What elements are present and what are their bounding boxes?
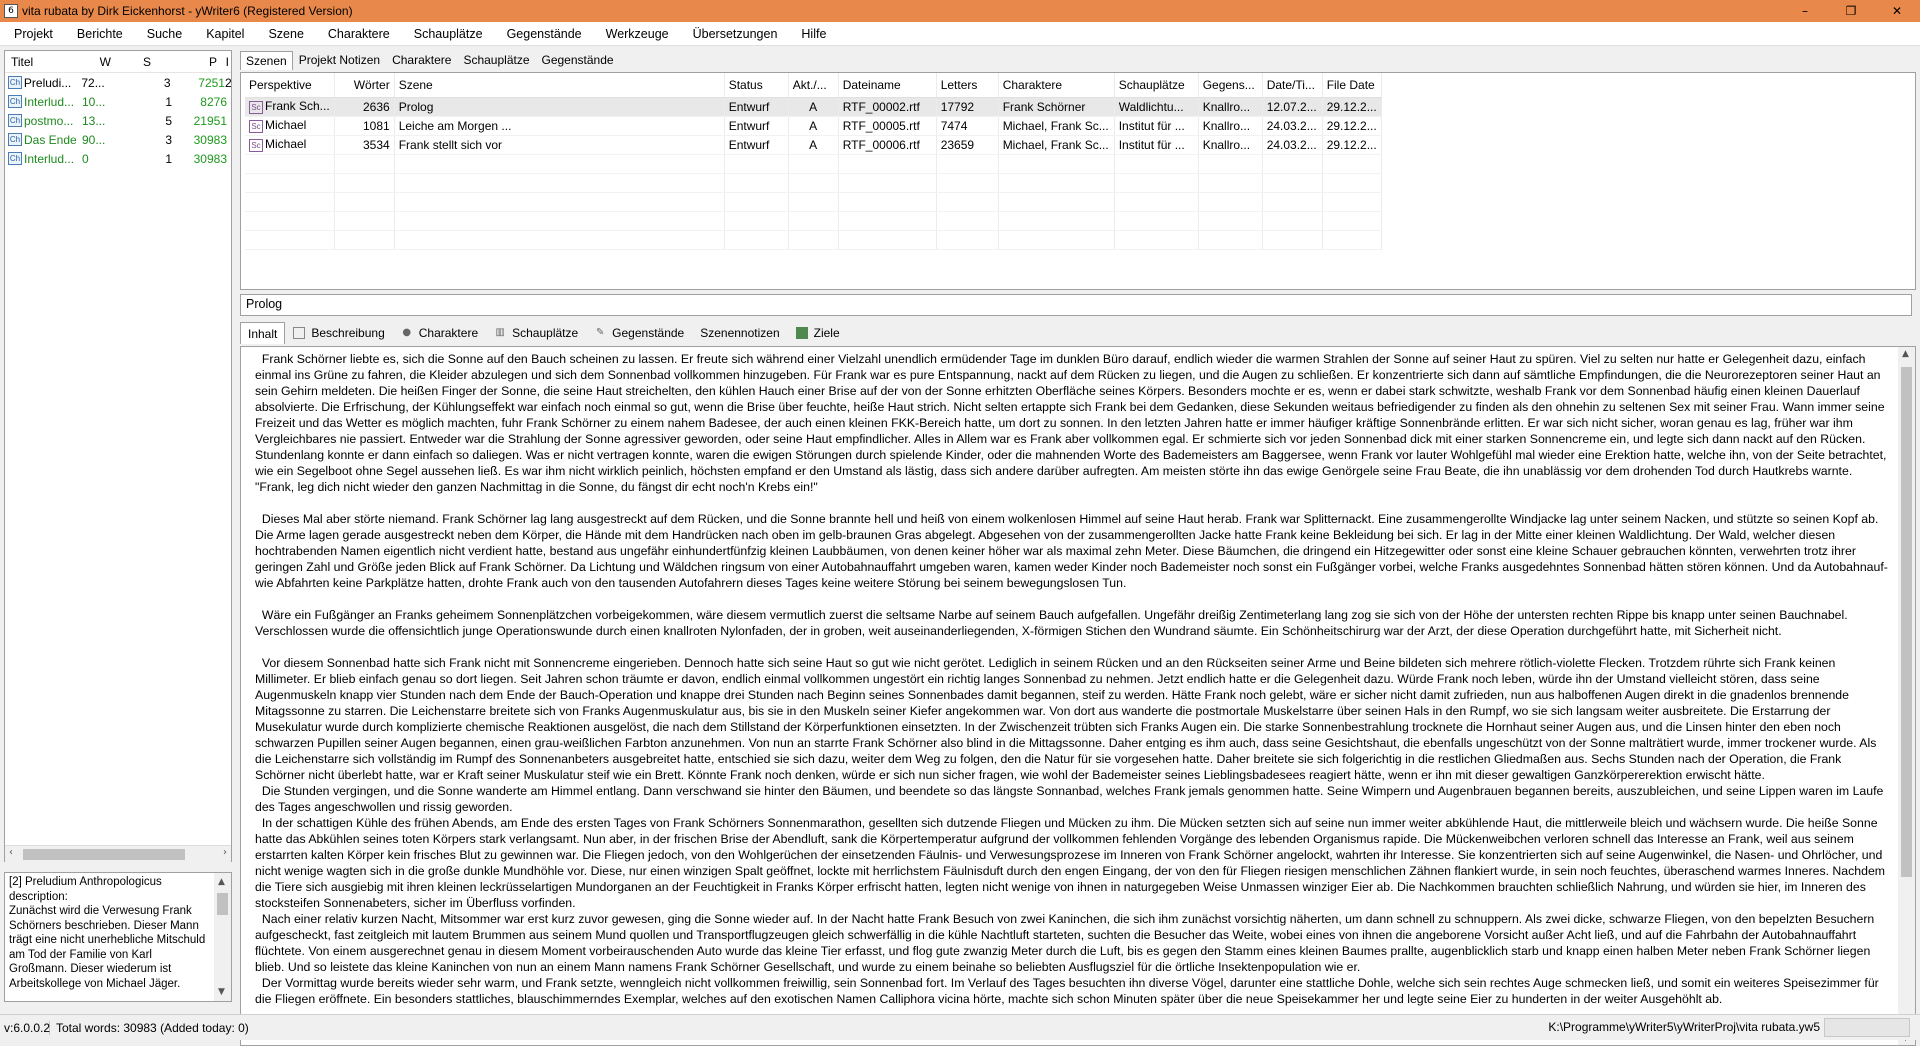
empty-row: [245, 230, 1381, 249]
chapter-position: 30983: [193, 151, 227, 166]
scene-akt: A: [788, 116, 838, 135]
scene-items: Knallro...: [1198, 116, 1262, 135]
tab-charaktere[interactable]: [393, 322, 486, 344]
scene-perspective: Michael: [265, 118, 307, 133]
tab-inhalt[interactable]: [240, 322, 285, 344]
chapter-title: Preludi...: [23, 75, 72, 90]
app-icon: 6: [4, 4, 18, 18]
tab-schauplaetze[interactable]: Schauplätze: [463, 53, 530, 67]
col-header-status[interactable]: Status: [724, 73, 788, 97]
col-header-szene[interactable]: Szene: [394, 73, 724, 97]
scene-characters: Michael, Frank Sc...: [998, 135, 1114, 154]
scene-words: 2636: [334, 97, 394, 116]
empty-row: [245, 192, 1381, 211]
chapter-title: Interlud...: [24, 151, 75, 166]
menu-gegenstaende[interactable]: Gegenstände: [506, 26, 582, 41]
col-header-date-time[interactable]: Date/Ti...: [1262, 73, 1322, 97]
scene-icon: Sc: [249, 120, 263, 133]
scene-status: Entwurf: [724, 135, 788, 154]
chapter-icon: Ch: [9, 116, 21, 125]
scene-locations: Waldlichtu...: [1114, 97, 1198, 116]
chapter-icon: Ch: [9, 78, 21, 87]
maximize-button[interactable]: ❐: [1845, 4, 1857, 18]
tab-szenennotizen-label: Szenennotizen: [700, 326, 780, 340]
tab-charaktere[interactable]: Charaktere: [392, 53, 452, 67]
title-bar: [0, 0, 1920, 22]
scene-filename: RTF_00002.rtf: [838, 97, 936, 116]
scene-characters: Frank Schörner: [998, 97, 1114, 116]
scene-name: Leiche am Morgen ...: [394, 116, 724, 135]
scene-akt: A: [788, 135, 838, 154]
menu-bar: [0, 22, 1920, 46]
col-header-woerter[interactable]: Wörter: [334, 73, 394, 97]
tab-ziele-label: Ziele: [813, 326, 840, 340]
scene-status: Entwurf: [724, 116, 788, 135]
col-header-gegenstaende[interactable]: Gegens...: [1198, 73, 1262, 97]
col-header-file-date[interactable]: File Date: [1322, 73, 1381, 97]
text-paragraph: In der schattigen Kühle des frühen Abends, am Ende des ersten Tages von Frank Schörners Sonnenmarathon, gesellten sich dutzende Fliegen und Mücken zu ihm. Die Mücken setzten sich auf seine nun immer weiter abkühlende Haut, die mittlerweile bleich und wächsern wurde. Die heiße Sonne hatte das Abkühlen seines toten Körpers stark verlangsamt. Nun aber, in der frischen Brise der Abendluft, sank die Körpertemperatur aufgrund der vollkommen fehlenden Vorgänge des lebenden Organismus rapide. Die Mückenweibchen verloren schnell das Interesse an Frank, weil aus seinem erstarrten kalten Körper kein frisches Blut zu gewinnen war. Die Fliegen jedoch, von den Wohlgerüchen der einsetzenden Fäulnis- und Verwesungsprozese im Inneren von Frank Schörner angelockt, wahrten ihr Interesse. Sie konzentrierten sich auf seine Augenwinkel, die Nasen- und Ohrlöcher, und nicht wenige wagten sich in die große dunkle Mundhöhle vor. Diese, nur einen winzigen Spalt geöffnet, lockte mit herrlichstem Fäulnisduft durch den engen Eingang, der von den für Fliegen riesigen menschlichen Zähnen flankiert wurde, in sein noch feuchtes, überaschend warmes Inneres. Nachdem die Tiere sich ausgiebig mit ihren kleinen leckrüsselartigen Mundorganen an der Feuchtigkeit in Franks Körper erfrischt hatten, legten nicht wenige von ihnen in naturgegeben Weise Unmassen winziger Eier ab. Die Nachkommen brauchten schließlich Nahrung, und würden sie hier, im Inneren des stocksteifen Sonnenabeters, sicher im Überfluss vorfinden.: [255, 816, 1889, 910]
tab-gegenstaende[interactable]: [586, 322, 692, 344]
chapter-words: 13...: [82, 113, 106, 128]
scene-letters: 7474: [936, 116, 998, 135]
version-label: v:6.0.0.2: [0, 1021, 50, 1035]
scene-letters: 23659: [936, 135, 998, 154]
scene-list-header: [245, 73, 1381, 97]
pencil-icon: ✎: [595, 327, 605, 338]
scroll-up-icon[interactable]: ▲: [218, 877, 225, 887]
col-header-schauplaetze[interactable]: Schauplätze: [1114, 73, 1198, 97]
status-bar: [0, 1014, 1920, 1040]
tab-gegenstaende-label: Gegenstände: [612, 326, 685, 340]
scene-items: Knallro...: [1198, 97, 1262, 116]
menu-projekt[interactable]: Projekt: [14, 26, 53, 41]
left-panel: [4, 50, 232, 1004]
scene-filename: RTF_00005.rtf: [838, 116, 936, 135]
page-icon: [293, 327, 305, 339]
minimize-button[interactable]: –: [1802, 4, 1808, 18]
tab-charaktere-label: Charaktere: [418, 326, 479, 340]
scene-row[interactable]: [245, 135, 1381, 154]
text-paragraph: Dieses Mal aber störte niemand. Frank Schörner lag lang ausgestreckt auf dem Rücken, und die Sonne brannte hell und heiß von einem wolkenlosen Himmel auf seine Haut herab. Frank war Splitternackt. Eine zusammengerollte Windjacke lag unter seinem Nacken, und stützte so seinen Kopf ab. Die Arme lagen gerade ausgestreckt neben dem Körper, die Hände mit dem Handrücken nach oben im gelb-braunen Gras abgelegt. Abgesehen von der zusammengerollten Jacke hatte Frank keine Bekleidung bei sich. Er lag in der Mitte einer kleinen Waldlichtung. Der Wald, welcher diesen hochtrabenden Namen eigentlich nicht verdient hatte, bestand aus ungefähr einhundertfünfzig kleinen Laubbäumen, von denen keiner höher war als maximal zehn Meter. Diese Bäumchen, die dringend ein Hitzegewitter oder sonst eine kleine Schauer gebrauchen könnten, verwehrten trotz ihrer geringen Zahl und Größe jeden Blick auf Frank Schörner. Da Lichtung und Wäldchen ringsum von einer Autobahnauffahrt umgeben waren, kamen weder Kinder noch Bademeister noch sonst ein Fußgänger vorbei, welche Franks ausgedehntes Sonnenbad hätten stören können. Und da Autobahnauf- wie Abfahrten keine Parkplätze hatten, drohte Frank auch von den tausenden Autofahrern dieses Tages keine weitere Störung bei seinem bewegungslosen Tun.: [255, 512, 1892, 590]
target-icon: [796, 327, 808, 339]
menu-berichte[interactable]: Berichte: [76, 26, 123, 41]
scene-date-time: 24.03.2...: [1262, 135, 1322, 154]
text-paragraph: Der Vormittag wurde bereits wieder sehr warm, und Frank setzte, wenngleich nicht vollkommen freiwillig, sein Sonnenbad fort. Im Verlauf des Tages besuchten ihn diverse Vögel, darunter eine stattliche Dohle, welche sich sein rechtes Auge schmecken ließ, und somit ein weiteres Speisezimmer für die Fliegen eröffnete. Ein besonders stattliches, blauschimmerndes Exemplar, welches auf den exotischen Namen Calliphora vicina hörte, machte sich schon Minuten später über die neue Speisekammer her und legte seine Eier zu hunderten in der weiter Ausgehöhlt ab.: [255, 976, 1883, 1006]
menu-suche[interactable]: Suche: [146, 26, 183, 41]
chapter-scenes: 3: [165, 132, 172, 147]
col-header-letters[interactable]: Letters: [936, 73, 998, 97]
chapter-position: 21951: [193, 113, 227, 128]
menu-hilfe[interactable]: Hilfe: [801, 26, 827, 41]
chapter-description[interactable]: [4, 872, 232, 1002]
col-header-titel[interactable]: Titel: [11, 54, 34, 69]
window-title: vita rubata by Dirk Eickenhorst - yWriter6 (Registered Version): [22, 4, 353, 18]
scene-file-date: 29.12.2...: [1322, 116, 1381, 135]
text-paragraph: Nach einer relativ kurzen Nacht, Mitsommer war erst kurz zuvor gewesen, ging die Sonne wieder auf. In der Nacht hatte Frank Besuch von zwei Kaninchen, die sich ihm zunächst vorsichtig näherten, um dann schnell zu schnuppern. Als zwei dicke, schwarze Fliegen, von den bepelzten Besuchern aufgescheckt, fast zeitgleich mit lautem Brummen aus seinem Mund quollen und Transportflugzeugen gleich schwerfällig in die kühle Nachtluft starteten, suchten die Besucher das Weite, wobei eines von ihnen die angeborene Vorsicht außer Acht ließ, und auf die Fahrbahn der Autobahnauffahrt flüchtete. Von einem ausgerechnet genau in diesem Moment vorbeirauschenden Auto wurde das kleine Tier erfasst, und flog gute zwanzig Meter durch die Luft, bis es gegen den Stamm eines kleinen Baumes prallte, augenblicklich starb und knapp einen halben Meter neben Frank Schörner liegen blieb. Und so leistete das kleine Kaninchen von nun an einem Mann namens Frank Schörner Gesellschaft, und wurde zu einem beinahe so beliebten Ausflugsziel für die örtliche Insektenpopulation wie er.: [255, 912, 1878, 974]
tab-ziele[interactable]: [788, 322, 848, 344]
chapter-title: Das Ende: [24, 132, 77, 147]
tab-schauplaetze[interactable]: [486, 322, 586, 344]
scene-status: Entwurf: [724, 97, 788, 116]
scene-filename: RTF_00006.rtf: [838, 135, 936, 154]
chapter-row[interactable]: [5, 149, 231, 168]
chapter-icon: Ch: [9, 97, 21, 106]
col-header-s[interactable]: S: [142, 54, 151, 69]
scroll-left-icon[interactable]: ‹: [9, 847, 13, 858]
col-header-charaktere[interactable]: Charaktere: [998, 73, 1114, 97]
project-path: K:\Programme\yWriter5\yWriterProj\vita rubata.yw5: [1548, 1020, 1820, 1034]
text-paragraph: Vor diesem Sonnenbad hatte sich Frank nicht mit Sonnencreme eingerieben. Dennoch hatte sich seine Haut so gut wie nicht gerötet. Lediglich in seinem Rücken und an den Rückseiten seiner Arme und Beine bildeten sich mehrere rötlich-violette Flecken. Trotzdem rührte sich Frank keinen Millimeter. Er blieb einfach genau so dort liegen. Seit Jahren schon träumte er davon, endlich einmal vollkommen ungestört ein richtig langes Sonnenbad zu nehmen. Jetzt endlich hatte er die Gelegenheit dazu. Würde Frank noch leben, würde ihn der Umstand vielleicht stören, dass seine Augenmuskeln knapp vier Stunden nach dem Ende der Bauch-Operation und knappe drei Stunden nach Beginn seines Sonnenbades damit begannen, steif zu werden. Hätte Frank noch gelebt, wäre er sicher nicht damit zufrieden, nun aus halboffenen Augen direkt in die gnadenlos brennende Mitagssonne zu starren. Die Leichenstarre breitete sich von Franks Augenmuskulatur aus, bis sie in den Muskeln seiner Kiefer angekommen war. Von dort aus wanderte die postmortale Muskelstarre über seinen Hals in den Rumpf, wo sie sich langsam weiter ausbreitete. Die Erstarrung der Musekulatur wurde durch komplizierte chemische Reaktionen ausgelöst, die nach dem Stillstand der Körperfunktionen einsetzten. In der Zwischenzeit trübten sich Franks Augen ein. Die starke Sonnenbestrahlung trocknete die Hornhaut seiner Augen aus, und die Linsen hinter den eben noch schwarzen Pupillen seiner Augen begannen, einen grau-weißlichen Farbton anzunehmen. Von nun an starrte Frank Schörner also blind in die Mittagssonne. Daher entging es ihm auch, dass seine Gesichtshaut, die ebenfalls ungeschützt von der Sonne malträtiert wurde, immer trockener wurde. Als die Leichenstarre sich vollständig im Rumpf des Sonnenanbeters ausgebreitet hatte, entschied sie sich dazu, weiter dem Weg zu folgen, den die Natur für sie vorgesehen hatte. Daher breitete sie sich folgerichtig in die restlichen Gliedmaßen aus. Sechs Stunden nach der Operation, die Frank Schörner nicht überlebt hatte, war er Kraft seiner Muskulatur steif wie ein Brett. Könnte Frank noch denken, würde er sich nun sicher fragen, wie wohl der Bademeister seines Lieblingsbadesees reagiert hätte, wenn er ihn mit dieser gewaltigen Ganzkörpererektion erwischt hätte.: [255, 656, 1880, 782]
chapter-description-text: [2] Preludium Anthropologicus description: Zunächst wird die Verwesung Frank Schörners beschrieben. Dieser Mann trägt eine nicht unerhebliche Mitschuld am Tod der Familie von Karl Großmann. Dieser wiederum ist Arbeitskollege von Michael Jäger.: [9, 876, 206, 990]
scroll-up-icon[interactable]: ▲: [1902, 349, 1909, 359]
top-tabs: [240, 50, 1916, 70]
chapter-words: 0: [82, 151, 89, 166]
scene-text-editor[interactable]: [240, 346, 1916, 1046]
scrollbar-thumb[interactable]: [217, 893, 228, 915]
scene-text[interactable]: [255, 351, 1892, 1043]
scene-icon: Sc: [249, 101, 263, 114]
scene-locations: Institut für ...: [1114, 116, 1198, 135]
scrollbar-thumb[interactable]: [1901, 367, 1912, 877]
scene-locations: Institut für ...: [1114, 135, 1198, 154]
scene-name: Prolog: [394, 97, 724, 116]
col-header-p[interactable]: P: [208, 54, 217, 69]
description-scrollbar[interactable]: [214, 873, 231, 1001]
chapter-position: 8276: [200, 94, 227, 109]
chapter-title: Interlud...: [24, 94, 75, 109]
chapter-words: 10...: [82, 94, 106, 109]
scene-items: Knallro...: [1198, 135, 1262, 154]
tab-inhalt-label: Inhalt: [248, 326, 278, 341]
chapter-title: postmo...: [24, 113, 74, 128]
scene-row[interactable]: [245, 116, 1381, 135]
scene-title-field[interactable]: Prolog: [240, 294, 1912, 316]
scene-perspective: Frank Sch...: [265, 99, 330, 114]
scroll-right-icon[interactable]: ›: [223, 847, 227, 858]
chapter-list[interactable]: [4, 50, 232, 862]
chapter-scenes: 5: [165, 113, 172, 128]
scene-date-time: 12.07.2...: [1262, 97, 1322, 116]
scene-perspective: Michael: [265, 137, 307, 152]
chapter-row[interactable]: [5, 130, 231, 149]
chapter-row[interactable]: [5, 73, 231, 92]
scene-file-date: 29.12.2...: [1322, 97, 1381, 116]
scroll-down-icon[interactable]: ▼: [218, 986, 225, 997]
chapter-words: 90...: [82, 132, 106, 147]
chapter-list-hscrollbar[interactable]: [5, 845, 231, 862]
content-tabs: [240, 320, 848, 344]
tab-szenen[interactable]: Szenen: [240, 51, 293, 70]
tab-gegenstaende[interactable]: Gegenstände: [541, 53, 614, 67]
scrollbar-thumb[interactable]: [23, 849, 185, 860]
chapter-extra: 2: [224, 75, 232, 90]
scene-row[interactable]: [245, 97, 1381, 116]
scene-words: 3534: [334, 135, 394, 154]
empty-row: [245, 173, 1381, 192]
col-header-dateiname[interactable]: Dateiname: [838, 73, 936, 97]
tab-beschreibung-label: Beschreibung: [311, 326, 385, 340]
person-icon: ●: [402, 327, 412, 338]
scene-date-time: 24.03.2...: [1262, 116, 1322, 135]
scene-icon: Sc: [249, 139, 263, 152]
empty-row: [245, 211, 1381, 230]
scene-list[interactable]: [240, 72, 1916, 290]
tab-beschreibung[interactable]: [285, 322, 392, 344]
right-panel: [240, 50, 1916, 1004]
chapter-position: 30983: [193, 132, 227, 147]
editor-scrollbar[interactable]: [1898, 347, 1915, 1045]
status-box: [1824, 1018, 1910, 1037]
col-header-w[interactable]: W: [99, 54, 111, 69]
chapter-words: 72...: [81, 75, 105, 90]
scene-letters: 17792: [936, 97, 998, 116]
close-button[interactable]: ✕: [1891, 4, 1903, 18]
building-icon: ▥: [495, 327, 505, 338]
menu-schauplaetze[interactable]: Schauplätze: [413, 26, 483, 41]
chapter-row[interactable]: [5, 111, 231, 130]
scene-akt: A: [788, 97, 838, 116]
tab-szenennotizen[interactable]: [692, 322, 787, 344]
menu-kapitel[interactable]: Kapitel: [206, 26, 245, 41]
tab-schauplaetze-label: Schauplätze: [512, 326, 579, 340]
scene-name: Frank stellt sich vor: [394, 135, 724, 154]
text-paragraph: Frank Schörner liebte es, sich die Sonne auf den Bauch scheinen zu lassen. Er freute sich während einer Vielzahl unendlich ermüdender Tage im dunklen Büro darauf, endlich wieder die warmen Strahlen der Sonne auf seiner Haut zu spüren. Viel zu selten nur hatte er Gelegenheit dazu, einfach einmal ins Grüne zu fahren, die Kleider abzulegen und sich dem Sonnenbad vollkommen hinzugeben. Für Frank war es pure Entspannung, nackt auf dem Rücken zu liegen, und die Augen zu schließen. Er konzentrierte sich dann auf sämtliche Empfindungen, die die Neurorezeptoren seiner Haut an sein Gehirn meldeten. Die heißen Finger der Sonne, die seine Haut streichelten, den kühlen Hauch einer Brise auf der von der Sonne erhitzten Oberfläche seines Körpers. Besonders mochte er es, wenn er dabei stark schwitzte, weshalb Frank vor dem Sonnenbad häufig einen kleinen Dauerlauf absolvierte. Die Erfrischung, der Kühlungseffekt war einfach noch einmal so gut, wenn die Brise über feuchte, heiße Haut strich. Nicht selten ertappte sich Frank bei dem Gedanken, diese Sekunden weitaus befriedigender zu finden als den ohnehin zu seltenen Sex mit seiner Frau. Wann immer seine Freizeit und das Wetter es möglich machten, fuhr Frank Schörner zu einem nahem Badesee, der auch einen kleinen FKK-Bereich hatte, um dort zu sonnen. In den letzten Jahren hatte er immer häufiger kräftige Sonnenbrände erlitten. Er war sich nicht sicher, woran genau es lag, früher war ihm Vergleichbares nie passiert. Entweder war die Strahlung der Sonne agressiver geworden, oder seine Haut empfindlicher. Alles in Allem war es Frank aber vollkommen egal. Er schmierte sich vor jeden Sonnenbad dick mit einer starken Sonnencreme ein, und legte sich dann nackt auf den Rücken. Stundenlang konnte er dann einfach so daliegen. Was er nicht vertragen konnte, waren die ewigen Störungen durch spielende Kinder, oder die mahnenden Worte des Bademeisters am Baggersee, wenn Frank vor lauter Wohlgefühl mal wieder eine Erektion hatte, welche ihn, von der Seite betrachtet, wie ein Segelboot ohne Segel aussehen ließ. Es war ihm nicht wirklich peinlich, höchsten empfand er den Umstand als lästig, dass sich andere darüber aufregten. Am meisten störte ihn das ewige Genörgele seine Frau Beate, die ihn unablässig vor dem drohenden Tod durch Hautkrebs warnte. "Frank, leg dich nicht wieder den ganzen Nachmittag in die Sonne, du fängst dir echt noch'n Krebs ein!": [255, 352, 1890, 494]
chapter-icon: Ch: [9, 135, 21, 144]
chapter-position: 7251: [198, 75, 225, 90]
menu-charaktere[interactable]: Charaktere: [327, 26, 390, 41]
col-header-i[interactable]: I: [225, 54, 229, 69]
word-count: Total words: 30983 (Added today: 0): [56, 1020, 249, 1035]
chapter-scenes: 3: [163, 75, 171, 90]
scene-characters: Michael, Frank Sc...: [998, 116, 1114, 135]
tab-projekt-notizen[interactable]: Projekt Notizen: [298, 53, 381, 67]
text-paragraph: Die Stunden vergingen, und die Sonne wanderte am Himmel entlang. Dann verschwand sie hinter den Bäumen, und beendete so das längste Sonnanbad, welches Frank jemals genommen hatte. Seine Wimpern und Augenbrauen begannen bereits, auszubleichen, und seine Lippen waren im Laufe des Tages angeschwollen und rissig geworden.: [255, 784, 1887, 814]
chapter-list-header: [5, 51, 231, 73]
chapter-icon: Ch: [9, 154, 21, 163]
menu-szene[interactable]: Szene: [268, 26, 304, 41]
chapter-row[interactable]: [5, 92, 231, 111]
scene-words: 1081: [334, 116, 394, 135]
chapter-scenes: 1: [165, 151, 172, 166]
empty-row: [245, 154, 1381, 173]
menu-werkzeuge[interactable]: Werkzeuge: [605, 26, 669, 41]
menu-uebersetzungen[interactable]: Übersetzungen: [692, 26, 778, 41]
scene-file-date: 29.12.2...: [1322, 135, 1381, 154]
col-header-akt[interactable]: Akt./...: [788, 73, 838, 97]
chapter-scenes: 1: [165, 94, 172, 109]
text-paragraph: Wäre ein Fußgänger an Franks geheimem Sonnenplätzchen vorbeigekommen, wäre diesem vermutlich zuerst die seltsame Narbe auf seinem Bauch aufgefallen. Ungefähr dreißig Zentimeterlang lang zog sie sich von der Höhe der untersten rechten Rippe bis knapp unter seinen Bauchnabel. Verschlossen wurde die offensichtlich junge Operationswunde durch einen knallroten Nylonfaden, der in groben, weit auseinanderliegenden, X-förmigen Stichen den Wundrand säumte. Ein Schönheitschirurg war der Arzt, der diese Operation durchgeführt hatte, mit Sicherheit nicht.: [255, 608, 1852, 638]
col-header-perspektive[interactable]: Perspektive: [245, 73, 334, 97]
